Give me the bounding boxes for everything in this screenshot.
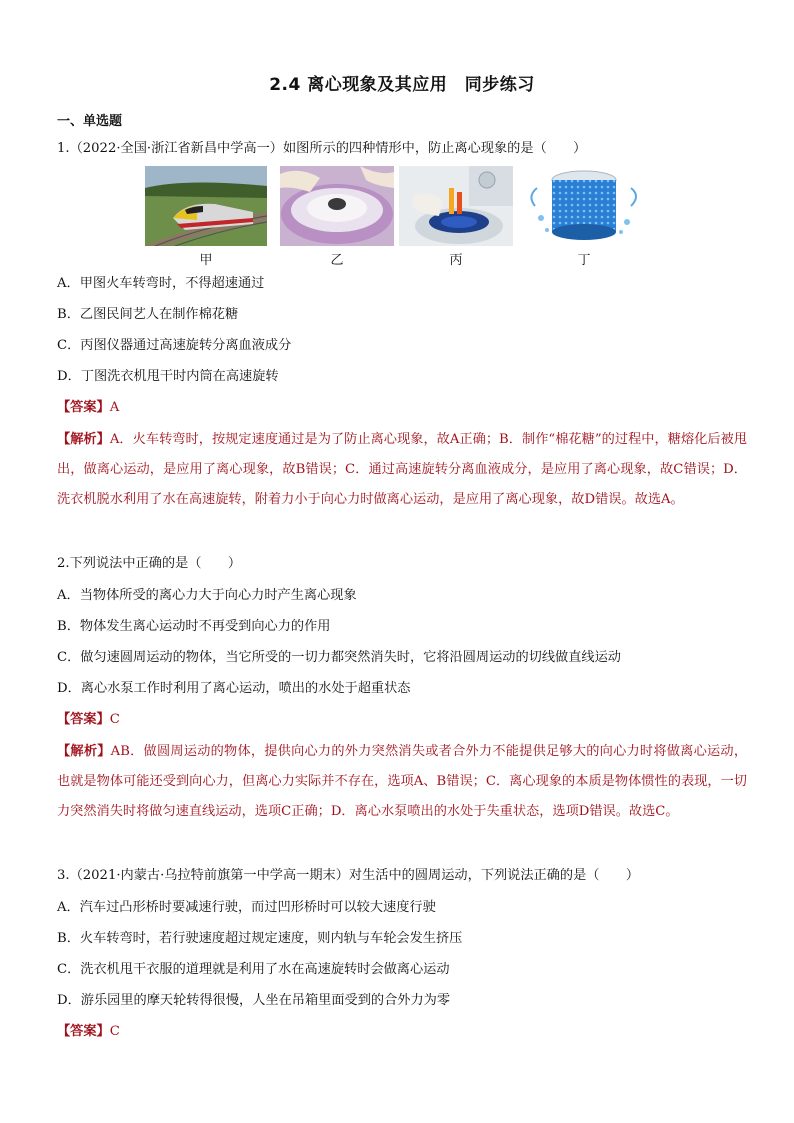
answer-value: C	[109, 712, 120, 727]
figure-label-ding: 丁	[577, 253, 591, 268]
q2-option-d: D．离心水泵工作时利用了离心运动，喷出的水处于超重状态	[57, 681, 411, 696]
q1-figures	[145, 166, 665, 266]
q1-stem: 1.（2022·全国·浙江省新昌中学高一）如图所示的四种情形中，防止离心现象的是（ ）	[57, 141, 587, 156]
q3-option-c: C．洗衣机甩干衣服的道理就是利用了水在高速旋转时会做离心运动	[57, 962, 450, 977]
q2-answer	[57, 710, 120, 730]
q2-stem: 2.下列说法中正确的是（ ）	[57, 556, 242, 571]
section-heading: 一、单选题	[57, 114, 123, 129]
centrifuge-image	[399, 166, 513, 246]
q1-analysis	[57, 425, 747, 515]
q2-option-b: B．物体发生离心运动时不再受到向心力的作用	[57, 619, 331, 634]
page-title: 2.4 离心现象及其应用 同步练习	[269, 75, 535, 95]
figure-label-yi: 乙	[330, 253, 344, 268]
q1-answer	[57, 398, 119, 418]
q3-option-d: D．游乐园里的摩天轮转得很慢，人坐在吊箱里面受到的合外力为零	[57, 993, 451, 1008]
q2-option-c: C．做匀速圆周运动的物体，当它所受的一切力都突然消失时，它将沿圆周运动的切线做直线运动	[57, 650, 621, 665]
cotton-candy-image	[280, 166, 394, 246]
washing-machine-image	[527, 166, 641, 246]
q1-option-b: B．乙图民间艺人在制作棉花糖	[57, 307, 239, 322]
q1-option-d: D．丁图洗衣机甩干时内筒在高速旋转	[57, 369, 279, 384]
q3-option-b: B．火车转弯时，若行驶速度超过规定速度，则内轨与车轮会发生挤压	[57, 931, 463, 946]
figure-label-bing: 丙	[449, 253, 463, 268]
answer-value: A	[109, 400, 120, 415]
q2-option-a: A．当物体所受的离心力大于向心力时产生离心现象	[57, 588, 357, 603]
analysis-text: AB．做圆周运动的物体，提供向心力的外力突然消失或者合外力不能提供足够大的向心力时将做离心运动，也就是物体可能还受到向心力，但离心力实际并不存在，选项A、B错误；C．离心现象的本质是物体惯性的表现，一切力突然消失时将做匀速直线运动，选项C正确；D．离心水泵喷出的水处于失重状态，选项D错误。故选C。	[57, 744, 748, 819]
q3-option-a: A．汽车过凸形桥时要减速行驶，而过凹形桥时可以较大速度行驶	[57, 900, 436, 915]
q1-option-a: A．甲图火车转弯时，不得超速通过	[57, 276, 265, 291]
answer-tag: 【答案】	[57, 400, 110, 415]
q3-stem: 3.（2021·内蒙古·乌拉特前旗第一中学高一期末）对生活中的圆周运动，下列说法正确的是（ ）	[57, 868, 640, 883]
analysis-tag: 【解析】	[57, 744, 111, 759]
analysis-tag: 【解析】	[57, 432, 110, 447]
figure-label-jia: 甲	[199, 253, 213, 268]
q2-analysis	[57, 737, 747, 827]
q3-answer	[57, 1022, 120, 1042]
answer-tag: 【答案】	[57, 712, 110, 727]
answer-tag: 【答案】	[57, 1024, 110, 1039]
q1-option-c: C．丙图仪器通过高速旋转分离血液成分	[57, 338, 292, 353]
analysis-text: A．火车转弯时，按规定速度通过是为了防止离心现象，故A正确；B．制作“棉花糖”的过程中，糖熔化后被甩出，做离心运动，是应用了离心现象，故B错误；C．通过高速旋转分离血液成分，是应用了离心现象，故C错误；D．洗衣机脱水利用了水在高速旋转，附着力小于向心力时做离心运动，是应用了离心现象，故D错误。故选A。	[57, 432, 748, 507]
train-image	[145, 166, 267, 246]
answer-value: C	[109, 1024, 120, 1039]
